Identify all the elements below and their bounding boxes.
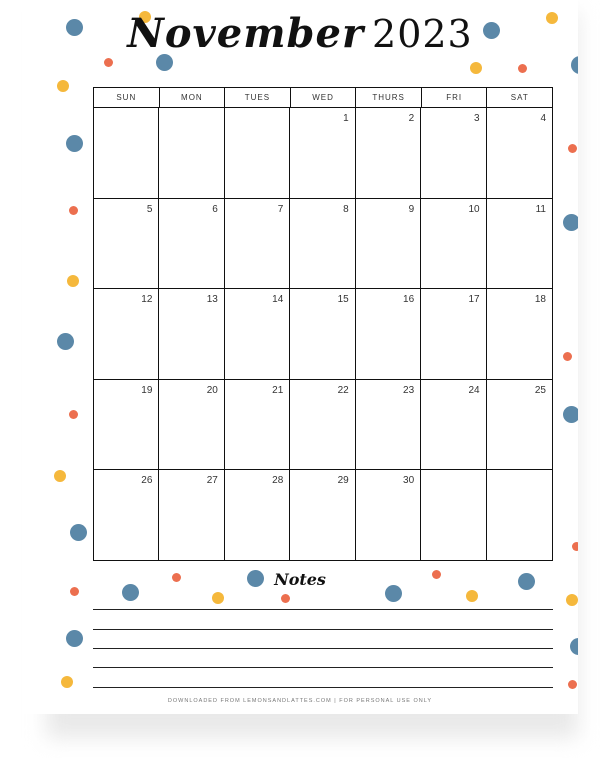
day-number: 30 [403, 475, 415, 487]
calendar-page [22, 0, 578, 714]
day-cell [159, 108, 224, 199]
day-number: 15 [337, 294, 349, 306]
decorative-dot [568, 680, 577, 689]
day-number: 27 [206, 475, 218, 487]
weekday-header: WED [291, 88, 357, 107]
decorative-dot [69, 410, 78, 419]
day-cell [159, 380, 224, 471]
decorative-dot [563, 352, 572, 361]
day-cell [290, 380, 355, 471]
day-number: 29 [337, 475, 349, 487]
decorative-dot [212, 592, 224, 604]
notes-line [93, 648, 553, 649]
notes-line [93, 667, 553, 668]
day-cell [487, 108, 552, 199]
day-number: 23 [403, 384, 415, 396]
decorative-dot [281, 594, 290, 603]
day-cell [225, 108, 290, 199]
weekday-header: THURS [356, 88, 422, 107]
day-cell [225, 380, 290, 471]
day-cell [487, 199, 552, 290]
calendar-grid [93, 87, 553, 561]
day-cell [356, 470, 421, 561]
day-cell [94, 289, 159, 380]
day-number: 3 [474, 113, 480, 124]
decorative-dot [54, 470, 66, 482]
day-number: 22 [337, 384, 349, 396]
day-cell [421, 380, 486, 471]
day-cell [225, 470, 290, 561]
day-cell [487, 380, 552, 471]
decorative-dot [466, 590, 478, 602]
day-number: 2 [408, 113, 415, 124]
decorative-dot [570, 638, 578, 655]
day-number: 4 [540, 113, 546, 124]
day-cell [225, 289, 290, 380]
day-number: 12 [141, 294, 153, 306]
decorative-dot [104, 58, 113, 67]
decorative-dot [563, 214, 578, 231]
day-cell [225, 199, 290, 290]
weekday-header-row [94, 88, 552, 108]
day-cell [290, 199, 355, 290]
calendar-title [22, 10, 578, 57]
decorative-dot [70, 524, 87, 541]
decorative-dot [66, 135, 83, 152]
day-number: 21 [272, 384, 284, 396]
decorative-dot [57, 80, 69, 92]
day-cell [421, 289, 486, 380]
day-number: 6 [212, 203, 218, 215]
day-number: 14 [272, 294, 284, 306]
decorative-dot [572, 542, 578, 551]
day-cell [421, 108, 486, 199]
day-cell [356, 108, 421, 199]
day-cell [290, 108, 355, 199]
weekday-header: FRI [422, 88, 488, 107]
decorative-dot [568, 144, 577, 153]
day-number: 19 [141, 384, 153, 396]
decorative-dot [57, 333, 74, 350]
weekday-header: MON [160, 88, 226, 107]
day-number: 24 [468, 384, 480, 396]
day-cell [159, 199, 224, 290]
weekday-header: SUN [94, 88, 160, 107]
day-cell [94, 470, 159, 561]
year: 2023 [372, 12, 473, 56]
day-cell [159, 289, 224, 380]
decorative-dot [69, 206, 78, 215]
day-cell [290, 289, 355, 380]
day-number: 8 [343, 203, 349, 215]
day-cell [94, 199, 159, 290]
footer-credit: DOWNLOADED FROM LEMONSANDLATTES.COM | FOR PERSONAL USE ONLY [167, 698, 433, 704]
day-number: 13 [206, 294, 218, 306]
decorative-dot [518, 64, 527, 73]
notes-line [93, 687, 553, 688]
day-number: 5 [146, 203, 153, 215]
day-number: 1 [343, 113, 349, 124]
weekday-header: TUES [225, 88, 291, 107]
day-cell [94, 108, 159, 199]
decorative-dot [66, 630, 83, 647]
day-cell [94, 380, 159, 471]
day-number: 20 [206, 384, 218, 396]
decorative-dot [563, 406, 578, 423]
weekday-header: SAT [510, 93, 529, 102]
day-number: 26 [141, 475, 153, 487]
day-number: 9 [408, 203, 415, 215]
day-cell [356, 199, 421, 290]
day-cell [487, 289, 552, 380]
decorative-dot [571, 56, 578, 74]
day-cell [421, 470, 486, 561]
day-cell [159, 470, 224, 561]
day-cell [421, 199, 486, 290]
decorative-dot [470, 62, 482, 74]
notes-line [93, 609, 553, 610]
day-grid [94, 108, 552, 561]
day-cell [356, 289, 421, 380]
day-number: 28 [272, 475, 284, 487]
month-name: November [127, 10, 365, 57]
day-cell [487, 470, 552, 561]
day-number: 18 [534, 294, 546, 306]
day-number: 25 [534, 384, 546, 396]
day-cell [290, 470, 355, 561]
decorative-dot [566, 594, 578, 606]
notes-line [93, 629, 553, 630]
day-number: 7 [277, 203, 284, 215]
day-number: 16 [403, 294, 415, 306]
day-number: 11 [535, 203, 546, 215]
notes-title: Notes [274, 570, 326, 589]
decorative-dot [61, 676, 73, 688]
day-number: 17 [468, 294, 480, 306]
day-cell [356, 380, 421, 471]
decorative-dot [67, 275, 79, 287]
day-number: 10 [468, 203, 480, 215]
